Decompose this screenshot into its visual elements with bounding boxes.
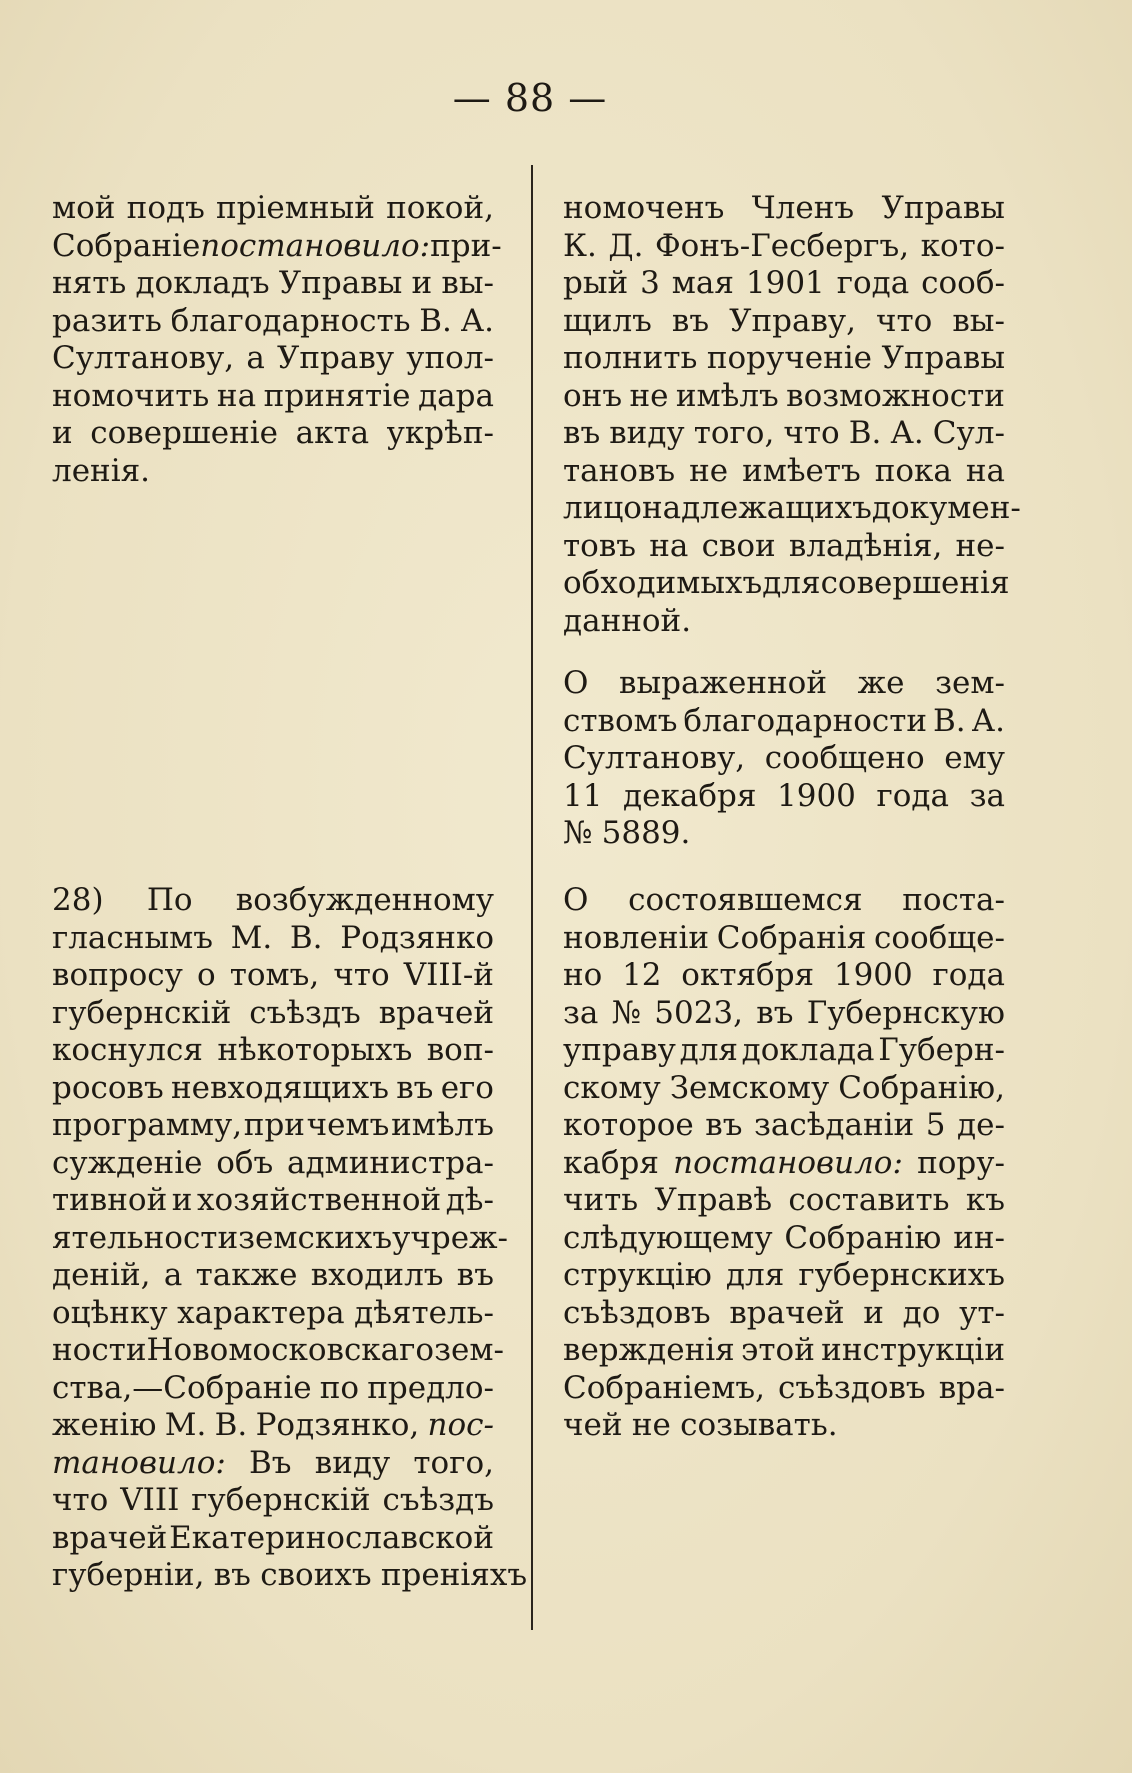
- text-line: [52, 1295, 494, 1333]
- word: пос-: [427, 1407, 494, 1443]
- word: въ: [705, 1107, 743, 1143]
- text-line: [52, 1332, 504, 1370]
- word: за: [563, 994, 599, 1031]
- word: состоявшемся: [628, 882, 863, 918]
- word: вопросу: [52, 957, 183, 993]
- word: мая: [671, 265, 734, 301]
- word: оцѣнку: [52, 1294, 168, 1331]
- word: октября: [681, 957, 815, 993]
- text-line: [52, 1219, 509, 1258]
- word: чей: [563, 1407, 623, 1443]
- text-line: [52, 1182, 494, 1220]
- word: кото-: [920, 227, 1005, 264]
- word: съѣздовъ: [778, 1369, 926, 1406]
- word: VIII: [120, 1482, 180, 1518]
- column-divider: [531, 165, 533, 1630]
- word: которое: [563, 1107, 694, 1143]
- word: Собраніемъ,: [563, 1369, 765, 1406]
- word: рый: [563, 265, 629, 301]
- word: щилъ: [563, 302, 652, 339]
- word: Въ: [249, 1444, 292, 1481]
- word: и: [863, 1294, 884, 1331]
- left-paragraph-1: [52, 190, 502, 490]
- text-line: [563, 1145, 1005, 1183]
- text-line: [52, 920, 494, 958]
- word: въ: [756, 994, 794, 1031]
- word: пору-: [917, 1144, 1005, 1181]
- text-line: [52, 1520, 494, 1558]
- word: кабря: [563, 1144, 659, 1181]
- word: докумен-: [871, 490, 1021, 526]
- word: составить: [788, 1182, 950, 1218]
- text-line: [563, 995, 1005, 1033]
- word: А.: [460, 302, 494, 339]
- word: В.: [214, 1407, 248, 1443]
- word: сообще-: [873, 919, 1005, 956]
- word: Управы: [881, 340, 1005, 376]
- word: де-: [957, 1107, 1005, 1143]
- word: сужденіе: [52, 1144, 203, 1181]
- word: разить: [52, 302, 162, 339]
- word: А.: [971, 702, 1005, 739]
- word: не: [631, 1407, 671, 1443]
- word: номоченъ: [563, 190, 725, 226]
- word: М.: [230, 919, 273, 956]
- word: 5889.: [601, 815, 691, 851]
- word: Д.: [608, 227, 644, 264]
- word: на: [965, 452, 1005, 489]
- word: декабря: [623, 777, 757, 814]
- word: и: [171, 1182, 193, 1218]
- text-line: [563, 565, 1010, 603]
- word: томъ,: [229, 957, 320, 993]
- word: Управы: [278, 265, 403, 301]
- word: при-: [430, 227, 502, 264]
- text-line: [52, 1032, 494, 1070]
- word: за: [969, 777, 1005, 814]
- word: Султанову,: [563, 740, 746, 776]
- word: О: [563, 665, 589, 701]
- word: дѣ-: [445, 1182, 494, 1218]
- word: губернскій: [52, 994, 232, 1031]
- word: новленіи: [563, 919, 710, 956]
- word: надлежащихъ: [641, 490, 872, 526]
- word: не-: [955, 527, 1005, 564]
- text-line: [52, 1145, 494, 1183]
- word: Новомосковскаго: [146, 1332, 435, 1368]
- word: полнить: [563, 340, 698, 376]
- word: ленія.: [52, 452, 151, 489]
- word: порученіе: [706, 340, 873, 376]
- word: Управы: [881, 190, 1005, 226]
- word: скому: [563, 1069, 661, 1106]
- word: для: [762, 565, 821, 601]
- word: 1901: [745, 265, 825, 301]
- text-line: [52, 1107, 494, 1145]
- word: имѣлъ: [391, 1107, 494, 1143]
- word: докладъ: [135, 265, 270, 301]
- word: до: [902, 1294, 941, 1331]
- word: обходимыхъ: [563, 565, 763, 601]
- word: и: [52, 415, 73, 451]
- word: пока: [874, 452, 952, 489]
- text-line: [563, 265, 1005, 303]
- text-line: [563, 1182, 1005, 1220]
- text-line: [563, 1070, 1005, 1108]
- word: года: [836, 265, 910, 301]
- word: съѣздъ: [382, 1482, 494, 1518]
- word: въ: [563, 415, 601, 451]
- word: засѣданіи: [753, 1107, 915, 1143]
- word: вержденія: [563, 1332, 735, 1368]
- word: также: [195, 1257, 298, 1293]
- word: предло-: [367, 1369, 494, 1406]
- word: программу,: [52, 1107, 243, 1143]
- word: съѣздъ: [249, 994, 361, 1031]
- text-line: [563, 1407, 1005, 1445]
- word: 5: [925, 1107, 946, 1143]
- word: ности: [52, 1332, 147, 1368]
- text-line: [563, 815, 1005, 853]
- text-line: [563, 1220, 1005, 1258]
- word: по: [319, 1369, 360, 1406]
- text-line: [52, 1070, 494, 1108]
- word: губерніи,: [52, 1557, 205, 1593]
- text-line: [563, 882, 1005, 920]
- word: 3: [640, 265, 660, 301]
- word: объ: [216, 1144, 274, 1181]
- word: Собранію,: [838, 1069, 1005, 1106]
- word: въ: [396, 1069, 434, 1106]
- word: доклада: [741, 1032, 875, 1068]
- text-line: [563, 340, 1005, 378]
- word: тивной: [52, 1182, 168, 1218]
- word: владѣнія,: [788, 527, 943, 564]
- word: онъ: [563, 377, 623, 414]
- word: В.: [419, 302, 452, 339]
- word: сооб-: [921, 265, 1005, 301]
- word: 11: [563, 777, 603, 814]
- word: свои: [701, 527, 776, 564]
- text-line: [52, 303, 494, 341]
- word: губернскихъ: [798, 1257, 1005, 1293]
- word: 12: [622, 957, 662, 993]
- word: подъ: [126, 190, 205, 226]
- word: деній,: [52, 1257, 151, 1293]
- word: возможности: [786, 377, 1005, 414]
- word: VIII-й: [403, 957, 494, 993]
- word: росовъ: [52, 1069, 164, 1106]
- word: хозяйственной: [196, 1182, 442, 1218]
- word: въ: [456, 1257, 494, 1293]
- word: имѣлъ: [675, 377, 779, 414]
- word: поста-: [902, 882, 1005, 918]
- word: нѣкоторыхъ: [217, 1032, 413, 1068]
- word: лицо: [563, 490, 642, 526]
- word: чить: [563, 1182, 639, 1218]
- word: тановъ: [563, 452, 676, 489]
- text-line: [563, 1370, 1005, 1408]
- word: Управу,: [729, 302, 857, 339]
- text-line: [52, 1407, 494, 1445]
- word: Собранія: [716, 919, 867, 956]
- word: Управѣ: [654, 1182, 773, 1218]
- word: дара: [418, 377, 494, 414]
- word: не: [689, 452, 729, 489]
- word: инструкціи: [821, 1332, 1005, 1368]
- word: учреж-: [392, 1219, 509, 1256]
- word: его: [440, 1069, 494, 1106]
- word: Собраніе: [52, 227, 201, 264]
- word: акта: [295, 415, 370, 451]
- word: струкцію: [563, 1257, 712, 1293]
- word: имѣетъ: [742, 452, 861, 489]
- word: врачей: [729, 1294, 845, 1331]
- left-paragraph-2: [52, 882, 528, 1595]
- word: а: [163, 1257, 183, 1293]
- word: что: [333, 957, 390, 993]
- word: О: [563, 882, 589, 918]
- word: Собранію: [784, 1219, 942, 1256]
- word: укрѣп-: [386, 415, 494, 451]
- word: коснулся: [52, 1032, 203, 1068]
- word: о: [196, 957, 216, 993]
- word: Султанову,: [52, 340, 235, 376]
- text-line: [563, 490, 1021, 528]
- word: Родзянко,: [255, 1407, 420, 1443]
- text-line: [52, 1445, 494, 1483]
- word: пріемный: [216, 190, 375, 226]
- text-line: [52, 882, 494, 920]
- word: номочить: [52, 377, 210, 414]
- page-number: — 88 —: [452, 76, 608, 120]
- word: Членъ: [751, 190, 855, 226]
- word: этой: [741, 1332, 815, 1368]
- text-line: [52, 1482, 494, 1520]
- word: созывать.: [680, 1407, 838, 1443]
- text-line: [563, 1295, 1005, 1333]
- text-line: [52, 957, 494, 995]
- text-line: [52, 340, 494, 378]
- text-line: [563, 378, 1005, 416]
- word: упол-: [406, 340, 494, 376]
- text-line: [563, 1332, 1005, 1370]
- word: данной.: [563, 602, 692, 639]
- text-line: [563, 603, 1005, 641]
- word: тановило:: [52, 1444, 226, 1481]
- text-line: [52, 453, 494, 491]
- word: К.: [563, 227, 597, 264]
- word: №: [563, 815, 593, 851]
- word: преніяхъ: [380, 1557, 528, 1593]
- text-line: [52, 265, 494, 303]
- text-line: [563, 665, 1005, 703]
- right-paragraph-3: [563, 882, 1005, 1445]
- right-paragraph-2: [563, 665, 1005, 853]
- word: сообщено: [764, 740, 925, 776]
- word: совершеніе: [90, 415, 279, 451]
- text-line: [563, 957, 1005, 995]
- word: постановило:: [673, 1144, 903, 1181]
- text-line: [563, 740, 1005, 778]
- word: Губернскую: [806, 994, 1005, 1031]
- word: входилъ: [310, 1257, 444, 1293]
- word: Фонъ-Гесбергъ,: [654, 227, 910, 264]
- word: же: [857, 665, 905, 701]
- word: возбужденному: [235, 882, 494, 918]
- word: и: [411, 265, 433, 301]
- word: А.: [890, 415, 924, 451]
- word: Земскому: [669, 1069, 830, 1106]
- word: товъ: [563, 527, 636, 564]
- text-line: [563, 1107, 1005, 1145]
- word: 1900: [777, 777, 856, 814]
- word: вра-: [938, 1369, 1005, 1406]
- word: постановило:: [200, 227, 431, 264]
- word: вы-: [441, 265, 494, 301]
- word: №: [611, 994, 641, 1031]
- word: что: [876, 302, 933, 339]
- word: В.: [933, 702, 966, 739]
- word: нять: [52, 265, 127, 301]
- word: администра-: [287, 1144, 494, 1181]
- text-line: [563, 703, 1005, 741]
- word: 28): [52, 882, 104, 918]
- word: мой: [52, 190, 116, 226]
- word: не: [629, 377, 669, 414]
- word: съѣздовъ: [563, 1294, 711, 1331]
- word: земскихъ: [238, 1219, 393, 1256]
- word: что: [783, 415, 840, 451]
- word: а: [246, 340, 265, 376]
- word: зем-: [935, 665, 1005, 701]
- text-line: [52, 378, 494, 416]
- text-line: [52, 190, 494, 228]
- word: на: [216, 377, 257, 414]
- word: благодарность: [170, 302, 411, 339]
- word: ятельности: [52, 1219, 239, 1256]
- word: для: [679, 1032, 738, 1068]
- text-line: [563, 1257, 1005, 1295]
- word: невходящихъ: [171, 1069, 389, 1106]
- text-line: [563, 303, 1005, 341]
- word: для: [725, 1257, 785, 1293]
- word: слѣдующему: [563, 1219, 773, 1256]
- text-line: [563, 1032, 1005, 1070]
- word: По: [146, 882, 193, 918]
- word: чемъ: [306, 1107, 390, 1143]
- word: 1900: [833, 957, 913, 993]
- word: гласнымъ: [52, 919, 213, 956]
- word: Екатеринославской: [169, 1519, 494, 1556]
- word: воп-: [426, 1032, 494, 1068]
- word: управу: [563, 1032, 676, 1068]
- word: на: [649, 527, 689, 564]
- word: М.: [164, 1407, 207, 1443]
- word: зем-: [434, 1332, 504, 1368]
- text-line: [563, 415, 1005, 453]
- word: ства,—Собраніе: [52, 1369, 312, 1406]
- word: дѣятель-: [354, 1294, 494, 1331]
- word: ствомъ: [563, 702, 678, 739]
- word: вы-: [952, 302, 1005, 339]
- text-line: [563, 920, 1005, 958]
- word: покой,: [386, 190, 494, 226]
- text-line: [52, 1370, 494, 1408]
- text-line: [563, 778, 1005, 816]
- word: ин-: [953, 1219, 1005, 1256]
- text-line: [563, 190, 1005, 228]
- word: 5023,: [654, 994, 744, 1031]
- text-line: [563, 228, 1005, 266]
- word: своихъ: [260, 1557, 372, 1593]
- text-line: [563, 453, 1005, 491]
- text-line: [52, 1257, 494, 1295]
- word: что: [52, 1482, 109, 1518]
- word: виду: [609, 415, 685, 451]
- word: совершенія: [820, 565, 1010, 601]
- word: того,: [693, 415, 775, 451]
- text-line: [52, 227, 502, 266]
- text-line: [52, 995, 494, 1033]
- word: при: [243, 1107, 305, 1143]
- word: В.: [848, 415, 882, 451]
- text-line: [52, 415, 494, 453]
- word: В.: [289, 919, 323, 956]
- word: въ: [671, 302, 710, 339]
- word: врачей: [378, 994, 494, 1031]
- word: Родзянко: [340, 919, 494, 956]
- text-line: [52, 1557, 528, 1595]
- word: благодарности: [683, 702, 928, 739]
- word: года: [932, 957, 1005, 993]
- word: Сул-: [932, 415, 1005, 451]
- word: женію: [52, 1407, 157, 1443]
- word: Губерн-: [878, 1032, 1005, 1068]
- text-line: [563, 528, 1005, 566]
- word: губернскій: [191, 1482, 371, 1518]
- word: выраженной: [619, 665, 828, 701]
- word: того,: [413, 1444, 494, 1481]
- word: виду: [314, 1444, 391, 1481]
- word: года: [876, 777, 949, 814]
- right-paragraph-1: [563, 190, 1021, 640]
- word: но: [563, 957, 603, 993]
- word: врачей: [52, 1519, 168, 1556]
- word: ут-: [959, 1294, 1005, 1331]
- word: характера: [177, 1294, 345, 1331]
- word: принятіе: [263, 377, 411, 414]
- word: Управу: [276, 340, 395, 376]
- word: ему: [944, 740, 1005, 776]
- word: въ: [213, 1557, 251, 1593]
- word: къ: [965, 1182, 1005, 1218]
